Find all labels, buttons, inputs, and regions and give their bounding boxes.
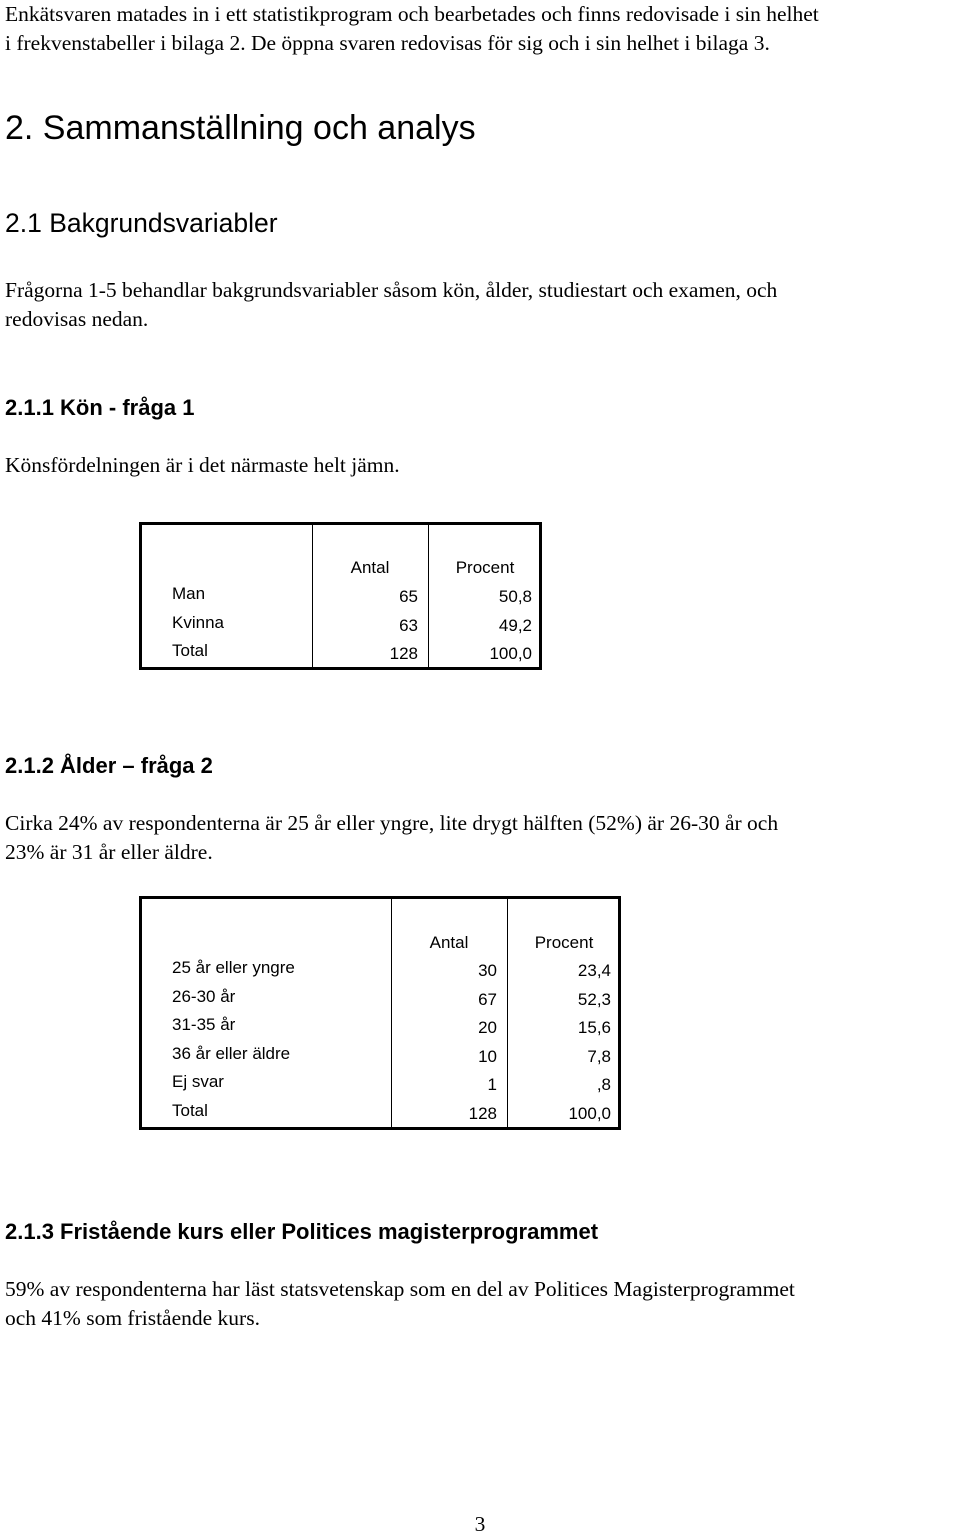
section-2-1-3-heading: 2.1.3 Fristående kurs eller Politices magisterprogrammet: [5, 1219, 599, 1244]
age-row-antal: 10: [478, 1047, 497, 1066]
section-2-1-line-2: redovisas nedan.: [5, 307, 149, 331]
gender-row-label: Kvinna: [172, 613, 224, 632]
age-row-procent: 100,0: [568, 1104, 611, 1123]
section-2-1-paragraph: [5, 276, 950, 334]
age-row-label: 26-30 år: [172, 987, 236, 1006]
gender-row-antal: 128: [389, 644, 418, 663]
section-2-1-1-heading: 2.1.1 Kön - fråga 1: [5, 395, 195, 420]
gender-row-label: Total: [172, 641, 208, 660]
section-2-1-2-paragraph: [5, 809, 950, 867]
gender-table-header-antal: Antal: [350, 558, 390, 577]
section-2-1-3-line-2: och 41% som fristående kurs.: [5, 1306, 260, 1330]
age-row-label: 36 år eller äldre: [172, 1044, 291, 1063]
age-table: [139, 896, 621, 1130]
age-row-antal: 1: [487, 1075, 497, 1094]
gender-row-procent: 50,8: [498, 587, 532, 606]
section-2-1-line-1: Frågorna 1-5 behandlar bakgrundsvariabler såsom kön, ålder, studiestart och examen, och: [5, 278, 778, 302]
age-row-antal: 128: [468, 1104, 497, 1123]
section-2-1-3-paragraph: [5, 1275, 950, 1333]
age-row-label: Ej svar: [172, 1072, 224, 1091]
age-row-procent: 23,4: [577, 961, 611, 980]
age-row-antal: 20: [478, 1018, 497, 1037]
section-2-1-2-line-1: Cirka 24% av respondenterna är 25 år eller yngre, lite drygt hälften (52%) är 26-30 år och: [5, 811, 779, 835]
gender-row-procent: 100,0: [489, 644, 532, 663]
age-table-header-procent: Procent: [534, 933, 594, 952]
age-row-label: Total: [172, 1101, 208, 1120]
gender-row-procent: 49,2: [498, 616, 532, 635]
section-2-1-1-paragraph: Könsfördelningen är i det närmaste helt jämn.: [5, 453, 400, 477]
gender-row-antal: 65: [399, 587, 418, 606]
gender-table-header-procent: Procent: [455, 558, 515, 577]
age-row-label: 25 år eller yngre: [172, 958, 295, 977]
gender-row-label: Man: [172, 584, 206, 603]
section-2-1-3-line-1: 59% av respondenterna har läst statsvetenskap som en del av Politices Magisterprogrammet: [5, 1277, 795, 1301]
age-row-antal: 30: [478, 961, 497, 980]
age-row-procent: 52,3: [577, 990, 611, 1009]
age-row-procent: 7,8: [587, 1047, 611, 1066]
page-number: 3: [474, 1512, 486, 1536]
age-table-header-antal: Antal: [429, 933, 469, 952]
gender-row-antal: 63: [399, 616, 418, 635]
intro-line-1: Enkätsvaren matades in i ett statistikprogram och bearbetades och finns redovisade i sin helhet: [5, 2, 819, 26]
age-row-antal: 67: [478, 990, 497, 1009]
age-row-procent: ,8: [596, 1075, 611, 1094]
section-2-heading: 2. Sammanställning och analys: [5, 109, 476, 147]
intro-paragraph: [5, 0, 950, 58]
section-2-1-heading: 2.1 Bakgrundsvariabler: [5, 208, 278, 238]
gender-table: [139, 522, 542, 670]
section-2-1-2-heading: 2.1.2 Ålder – fråga 2: [5, 753, 213, 778]
section-2-1-2-line-2: 23% är 31 år eller äldre.: [5, 840, 213, 864]
intro-line-2: i frekvenstabeller i bilaga 2. De öppna svaren redovisas för sig och i sin helhet i bilaga 3.: [5, 31, 770, 55]
age-row-label: 31-35 år: [172, 1015, 236, 1034]
age-row-procent: 15,6: [577, 1018, 611, 1037]
